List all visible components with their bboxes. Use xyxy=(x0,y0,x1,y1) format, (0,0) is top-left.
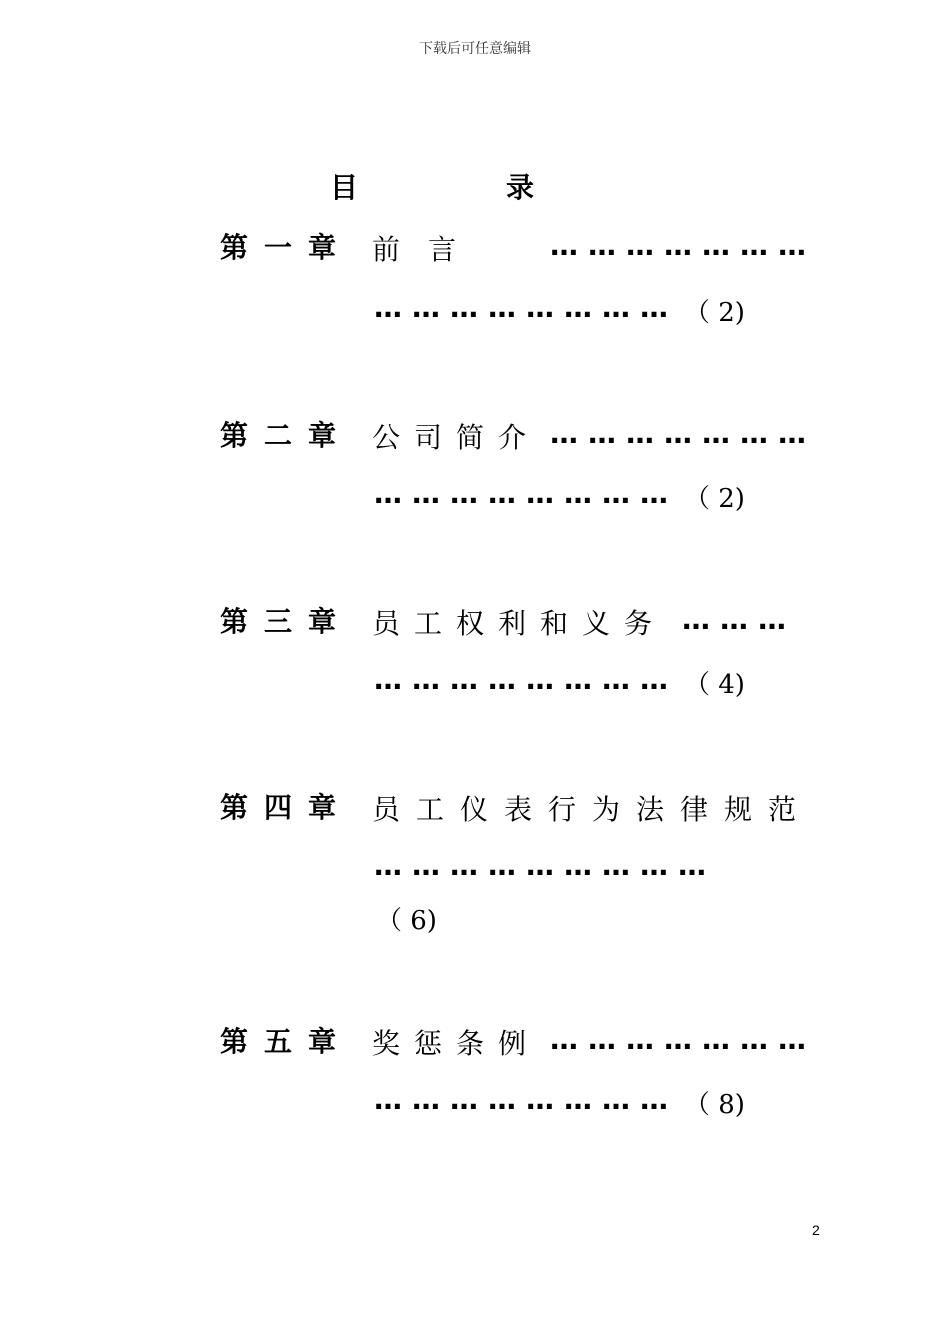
chapter-2-leader-dots: ………………… xyxy=(550,417,816,450)
chapter-4-title: 员工仪表行为法律规范 xyxy=(372,793,813,826)
chapter-4-label: 第四章 xyxy=(220,791,353,824)
chapter-1-leader-dots: ………………… xyxy=(550,229,816,262)
page-number: 2 xyxy=(812,1222,820,1238)
toc-title-char-2: 录 xyxy=(506,171,535,204)
chapter-3-label: 第三章 xyxy=(220,605,353,638)
chapter-1-label: 第一章 xyxy=(220,231,353,264)
toc-title-char-1: 目 xyxy=(330,171,359,204)
chapter-5-title: 奖惩条例 xyxy=(372,1027,541,1060)
chapter-5-label: 第五章 xyxy=(220,1025,353,1058)
chapter-2-label: 第二章 xyxy=(220,419,353,452)
chapter-2-leader-dots-continued: …………………… xyxy=(374,477,678,510)
chapter-4-leader-dots: ……………………… xyxy=(374,849,716,882)
chapter-2-title: 公司简介 xyxy=(372,421,541,454)
chapter-3-leader-dots-continued: …………………… xyxy=(374,663,678,696)
chapter-3-title: 员工权利和义务 xyxy=(372,607,667,640)
toc-title xyxy=(0,166,950,202)
page-header: 下载后可任意编辑 xyxy=(419,41,531,57)
chapter-2-page-ref: （ 2) xyxy=(684,484,745,514)
chapter-1-page-ref: （ 2) xyxy=(684,298,745,328)
chapter-5-leader-dots: ………………… xyxy=(550,1023,816,1056)
chapter-1-leader-dots-continued: …………………… xyxy=(374,291,678,324)
chapter-5-leader-dots-continued: …………………… xyxy=(374,1083,678,1116)
chapter-3-page-ref: （ 4) xyxy=(684,670,745,700)
chapter-3-leader-dots: ……… xyxy=(682,603,796,636)
chapter-1-title: 前 言 xyxy=(372,233,457,266)
chapter-5-page-ref: （ 8) xyxy=(684,1090,745,1120)
chapter-4-page-ref: （ 6) xyxy=(376,906,437,936)
